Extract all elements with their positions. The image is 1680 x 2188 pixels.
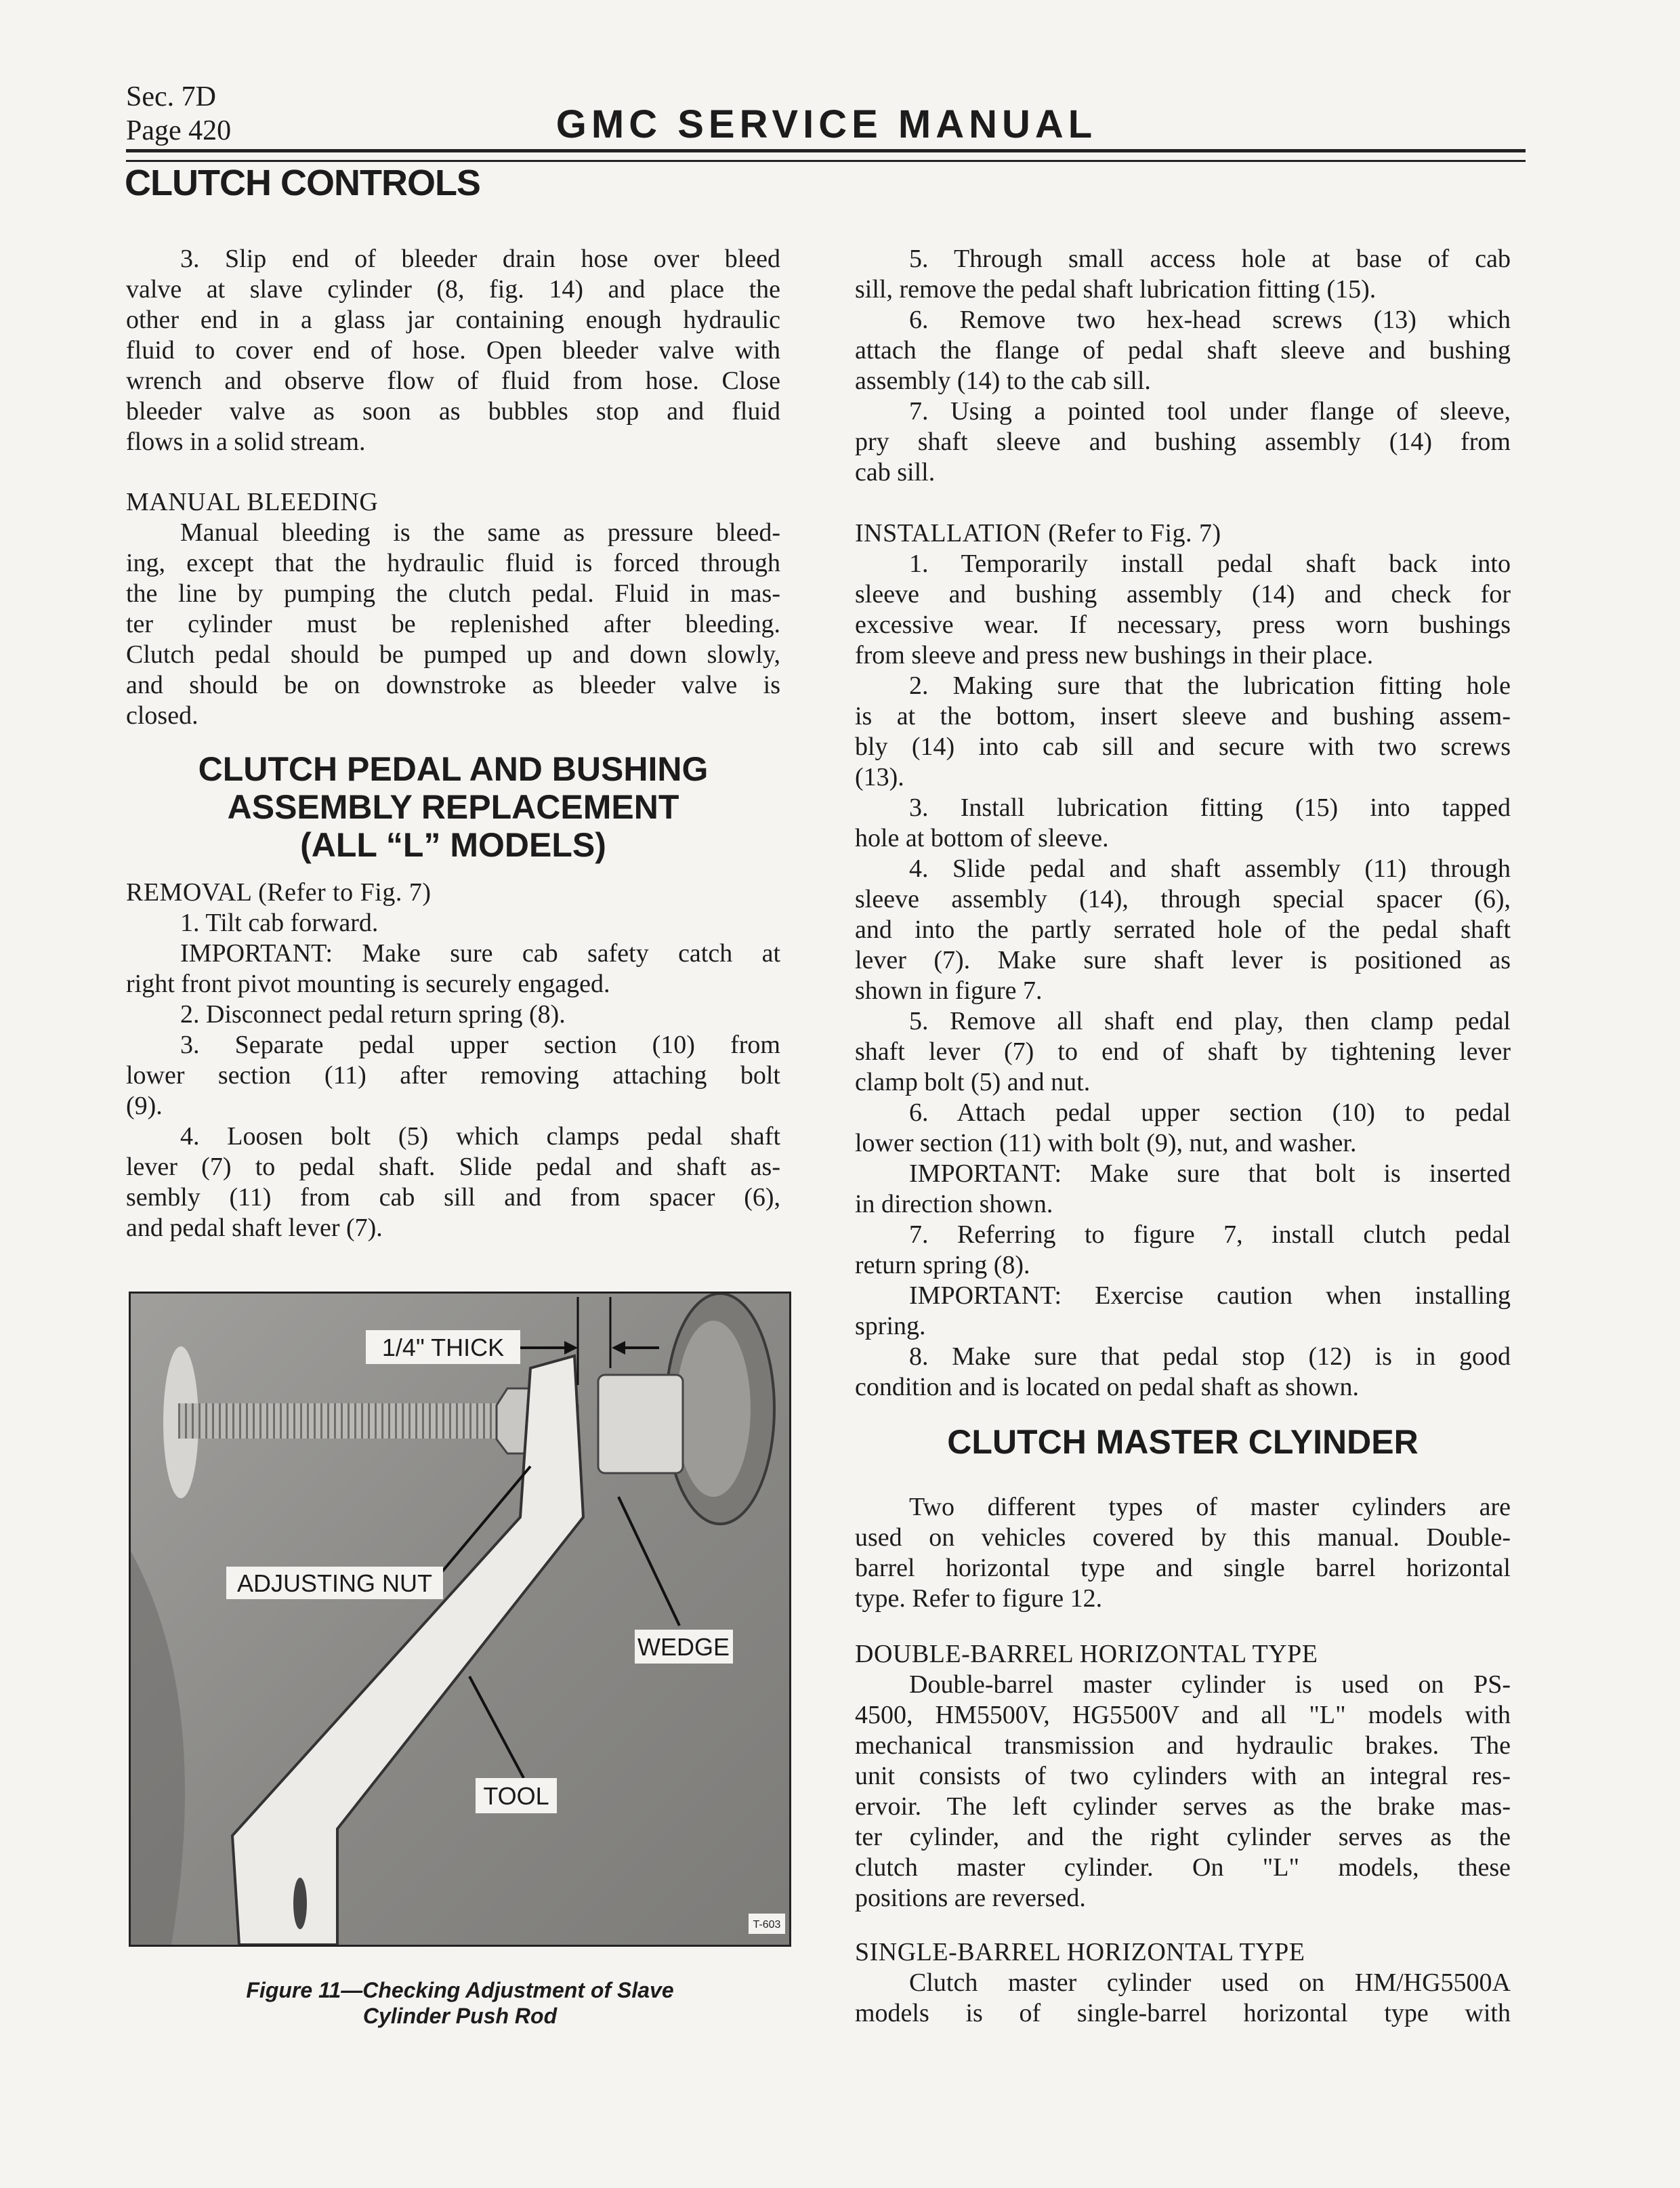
text-line: 3. Separate pedal upper section (10) from: [180, 1031, 780, 1059]
label-tool: TOOL: [483, 1782, 549, 1810]
text-line: ter cylinder, and the right cylinder serves as the: [855, 1823, 1511, 1851]
section-number: Sec. 7D: [126, 81, 216, 112]
text-line: ing, except that the hydraulic fluid is forced through: [126, 549, 780, 577]
text-line: 2. Making sure that the lubrication fitting hole: [909, 672, 1511, 700]
text-line: spring.: [855, 1312, 926, 1340]
text-line: lower section (11) after removing attaching bolt: [126, 1061, 780, 1090]
text-line: wrench and observe flow of fluid from hose. Close: [126, 367, 780, 395]
text-line: type. Refer to figure 12.: [855, 1584, 1103, 1613]
installation-step: [855, 1220, 1511, 1281]
text-line: (13).: [855, 763, 904, 791]
installation-step: [855, 1098, 1511, 1159]
chapter-title: CLUTCH CONTROLS: [125, 163, 480, 203]
installation-step: [855, 549, 1511, 671]
installation-step: [855, 1006, 1511, 1098]
text-line: 4. Loosen bolt (5) which clamps pedal shaft: [180, 1122, 780, 1151]
text-line: 4. Slide pedal and shaft assembly (11) through: [909, 854, 1511, 883]
text-line: Double-barrel master cylinder is used on PS-: [909, 1670, 1511, 1699]
installation-important-note: [855, 1159, 1511, 1220]
installation-step: [855, 854, 1511, 1006]
text-line: and into the partly serrated hole of the pedal shaft: [855, 915, 1511, 944]
text-line: sembly (11) from cab sill and from spacer (6),: [126, 1183, 780, 1212]
text-line: excessive wear. If necessary, press worn bushings: [855, 611, 1511, 639]
page-number: Page 420: [126, 115, 232, 146]
header-rule-thick: [126, 149, 1526, 152]
text-line: clamp bolt (5) and nut.: [855, 1068, 1091, 1096]
text-line: positions are reversed.: [855, 1884, 1086, 1912]
text-line: closed.: [126, 701, 198, 730]
threaded-push-rod: [178, 1403, 507, 1439]
text-line: ervoir. The left cylinder serves as the brake mas-: [855, 1792, 1511, 1821]
heading-line: (ALL “L” MODELS): [300, 826, 606, 864]
text-line: 6. Attach pedal upper section (10) to pedal: [909, 1098, 1511, 1127]
text-line: hole at bottom of sleeve.: [855, 824, 1109, 852]
text-line: assembly (14) to the cab sill.: [855, 367, 1151, 395]
text-line: other end in a glass jar containing enough hydraulic: [126, 306, 780, 334]
figure-caption: [129, 1977, 791, 2029]
text-line: mechanical transmission and hydraulic brakes. The: [855, 1731, 1511, 1760]
text-line: pry shaft sleeve and bushing assembly (14) from: [855, 428, 1511, 456]
installation-step: [855, 671, 1511, 793]
text-line: Clutch pedal should be pumped up and down slowly,: [126, 640, 780, 669]
text-line: condition and is located on pedal shaft as shown.: [855, 1373, 1360, 1401]
text-line: and should be on downstroke as bleeder valve is: [126, 671, 780, 699]
text-line: bly (14) into cab sill and secure with two screws: [855, 732, 1511, 761]
removal-step: [855, 305, 1511, 396]
text-line: barrel horizontal type and single barrel horizontal: [855, 1554, 1511, 1582]
text-line: and pedal shaft lever (7).: [126, 1214, 383, 1242]
text-line: 1. Tilt cab forward.: [180, 909, 379, 937]
text-line: IMPORTANT: Exercise caution when installing: [909, 1281, 1511, 1310]
text-line: 3. Install lubrication fitting (15) into tapped: [909, 793, 1511, 822]
removal-step: [126, 908, 780, 938]
installation-step: [855, 793, 1511, 854]
text-line: shown in figure 7.: [855, 976, 1043, 1005]
text-line: shaft lever (7) to end of shaft by tightening lever: [855, 1037, 1511, 1066]
text-line: ter cylinder must be replenished after bleeding.: [126, 610, 780, 638]
text-line: 5. Through small access hole at base of cab: [909, 245, 1511, 273]
text-line: valve at slave cylinder (8, fig. 14) and place the: [126, 275, 780, 304]
right-column: [855, 244, 1511, 2029]
text-line: Manual bleeding is the same as pressure bleed-: [180, 518, 780, 547]
text-line: cab sill.: [855, 458, 936, 487]
figure-11-photo: [129, 1292, 791, 1947]
label-wedge: WEDGE: [637, 1633, 730, 1661]
text-line: is at the bottom, insert sleeve and bushing assem-: [855, 702, 1511, 730]
text-line: attach the flange of pedal shaft sleeve and bushing: [855, 336, 1511, 365]
text-line: from sleeve and press new bushings in their place.: [855, 641, 1374, 669]
text-line: 1. Temporarily install pedal shaft back into: [909, 550, 1511, 578]
removal-step: [126, 1121, 780, 1243]
text-line: 8. Make sure that pedal stop (12) is in good: [909, 1342, 1511, 1371]
heading-line: CLUTCH PEDAL AND BUSHING: [198, 750, 709, 788]
text-line: 2. Disconnect pedal return spring (8).: [180, 1000, 566, 1029]
paragraph-double-barrel: [855, 1670, 1511, 1914]
section-heading-pedal-bushing: [126, 750, 780, 864]
paragraph-bleed-step-3: [126, 244, 780, 457]
text-line: 4500, HM5500V, HG5500V and all "L" models with: [855, 1701, 1511, 1729]
text-line: return spring (8).: [855, 1251, 1030, 1279]
subheading-installation: INSTALLATION (Refer to Fig. 7): [855, 519, 1221, 548]
manual-title: GMC SERVICE MANUAL: [555, 102, 1097, 146]
text-line: the line by pumping the clutch pedal. Fluid in mas-: [126, 579, 780, 608]
text-line: lever (7) to pedal shaft. Slide pedal and shaft as-: [126, 1153, 780, 1181]
text-line: bleeder valve as soon as bubbles stop and fluid: [126, 397, 780, 426]
text-line: fluid to cover end of hose. Open bleeder valve with: [126, 336, 780, 365]
text-line: 3. Slip end of bleeder drain hose over bleed: [180, 245, 780, 273]
subheading-single-barrel: SINGLE-BARREL HORIZONTAL TYPE: [855, 1938, 1305, 1966]
text-line: sleeve assembly (14), through special spacer (6),: [855, 885, 1511, 913]
subheading-double-barrel: DOUBLE-BARREL HORIZONTAL TYPE: [855, 1640, 1318, 1668]
heading-line: ASSEMBLY REPLACEMENT: [227, 788, 679, 826]
installation-important-note: [855, 1281, 1511, 1342]
caption-line: Cylinder Push Rod: [362, 2004, 558, 2028]
paragraph-single-barrel: [855, 1968, 1511, 2029]
installation-step: [855, 1342, 1511, 1403]
text-line: unit consists of two cylinders with an integral res-: [855, 1762, 1511, 1790]
label-adjusting-nut: ADJUSTING NUT: [237, 1569, 432, 1597]
text-line: lever (7). Make sure shaft lever is positioned as: [855, 946, 1511, 974]
subheading-removal: REMOVAL (Refer to Fig. 7): [126, 878, 432, 907]
text-line: sleeve and bushing assembly (14) and check for: [855, 580, 1511, 608]
text-line: 5. Remove all shaft end play, then clamp pedal: [909, 1007, 1511, 1035]
text-line: lower section (11) with bolt (9), nut, and washer.: [855, 1129, 1357, 1157]
subheading-manual-bleeding: MANUAL BLEEDING: [126, 488, 379, 516]
text-line: models is of single-barrel horizontal type with: [855, 1999, 1511, 2027]
label-thickness: 1/4" THICK: [381, 1334, 505, 1361]
text-line: (9).: [126, 1092, 163, 1120]
paragraph-cylinder-types: [855, 1492, 1511, 1614]
removal-step: [855, 396, 1511, 488]
wedge-block: [598, 1375, 683, 1473]
caption-line: Figure 11—Checking Adjustment of Slave: [246, 1978, 674, 2002]
figure-code: T-603: [753, 1919, 781, 1931]
section-heading-master-cylinder: CLUTCH MASTER CLYINDER: [947, 1423, 1419, 1461]
paragraph-manual-bleeding: [126, 518, 780, 731]
push-rod-adjustment-illustration: [131, 1294, 789, 1945]
text-line: right front pivot mounting is securely engaged.: [126, 970, 610, 998]
text-line: flows in a solid stream.: [126, 428, 366, 456]
text-line: Two different types of master cylinders are: [909, 1493, 1511, 1521]
text-line: IMPORTANT: Make sure that bolt is inserted: [909, 1159, 1511, 1188]
text-line: clutch master cylinder. On "L" models, these: [855, 1853, 1511, 1882]
removal-step: [126, 999, 780, 1030]
left-column: [126, 244, 780, 1243]
text-line: used on vehicles covered by this manual. Double-: [855, 1523, 1511, 1552]
removal-step: [855, 244, 1511, 305]
text-line: IMPORTANT: Make sure cab safety catch at: [180, 939, 780, 968]
text-line: 6. Remove two hex-head screws (13) which: [909, 306, 1511, 334]
removal-step: [126, 1030, 780, 1121]
text-line: Clutch master cylinder used on HM/HG5500A: [909, 1968, 1511, 1997]
text-line: in direction shown.: [855, 1190, 1053, 1218]
text-line: 7. Using a pointed tool under flange of sleeve,: [909, 397, 1511, 426]
removal-important-note: [126, 938, 780, 999]
text-line: 7. Referring to figure 7, install clutch pedal: [909, 1220, 1511, 1249]
text-line: sill, remove the pedal shaft lubrication fitting (15).: [855, 275, 1377, 304]
